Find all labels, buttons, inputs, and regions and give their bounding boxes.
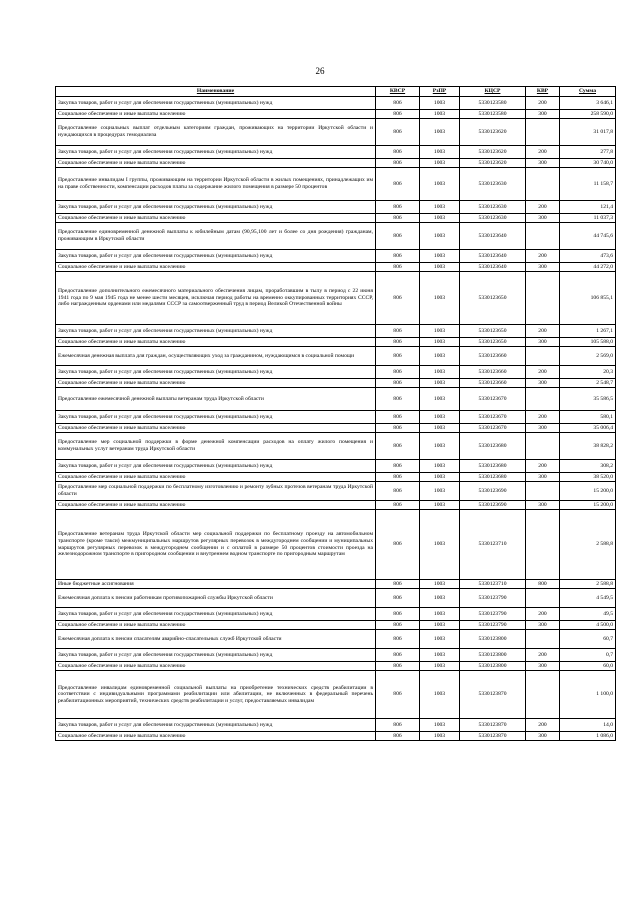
table-row (56, 621, 616, 630)
table-row (56, 263, 616, 272)
cell-kvsr: 806 (376, 379, 420, 388)
cell-sum: 44 745,6 (560, 223, 616, 250)
cell-rzpr: 1003 (420, 263, 460, 272)
table-row (56, 719, 616, 732)
cell-kvsr: 806 (376, 201, 420, 214)
cell-sum: 60,0 (560, 662, 616, 671)
cell-sum: 0,7 (560, 649, 616, 662)
cell-name: Закупка товаров, работ и услуг для обеспечения государственных (муниципальных) нужд (56, 201, 376, 214)
cell-rzpr: 1003 (420, 325, 460, 338)
cell-sum: 105 588,0 (560, 338, 616, 347)
cell-sum: 4 500,0 (560, 621, 616, 630)
cell-rzpr: 1003 (420, 388, 460, 411)
header-name: Наименование (56, 87, 376, 97)
cell-rzpr: 1003 (420, 732, 460, 741)
table-row (56, 272, 616, 325)
cell-kcsr: 5330123690 (460, 501, 526, 510)
cell-kvsr: 806 (376, 473, 420, 482)
cell-rzpr: 1003 (420, 338, 460, 347)
cell-rzpr: 1003 (420, 608, 460, 621)
cell-kcsr: 5330123630 (460, 168, 526, 201)
cell-name: Закупка товаров, работ и услуг для обеспечения государственных (муниципальных) нужд (56, 325, 376, 338)
cell-name: Социальное обеспечение и иные выплаты населению (56, 263, 376, 272)
cell-rzpr: 1003 (420, 671, 460, 719)
cell-kvr: 300 (526, 159, 560, 168)
cell-kvsr: 806 (376, 501, 420, 510)
cell-kcsr: 5330123790 (460, 589, 526, 608)
cell-sum: 38 520,0 (560, 473, 616, 482)
cell-kvr: 200 (526, 649, 560, 662)
cell-kvr (526, 589, 560, 608)
cell-sum: 1 267,1 (560, 325, 616, 338)
cell-kvsr: 806 (376, 347, 420, 366)
cell-sum: 11 037,3 (560, 214, 616, 223)
cell-kvsr: 806 (376, 482, 420, 501)
cell-name: Иные бюджетные ассигнования (56, 580, 376, 589)
cell-kvr: 300 (526, 621, 560, 630)
cell-sum: 2 588,8 (560, 580, 616, 589)
cell-rzpr: 1003 (420, 589, 460, 608)
page-number: 26 (315, 66, 325, 76)
cell-kcsr: 5330123650 (460, 272, 526, 325)
cell-kcsr: 5330123650 (460, 338, 526, 347)
cell-name: Предоставление инвалидам I группы, проживающим на территории Иркутской области в жилых помещениях, принадлежащих им на праве собственности, компенсации расходов платы за содержание жилого помещения в размере 50 процентов (56, 168, 376, 201)
cell-kvr: 200 (526, 411, 560, 424)
table-row (56, 433, 616, 460)
cell-name: Предоставление мер социальной поддержки в форме денежной компенсации расходов на оплату жилого помещения и коммунальных услуг ветеранам труда Иркутской области (56, 433, 376, 460)
table-row (56, 325, 616, 338)
cell-rzpr: 1003 (420, 223, 460, 250)
cell-rzpr: 1003 (420, 119, 460, 146)
cell-sum: 2 548,7 (560, 379, 616, 388)
cell-kvr: 200 (526, 460, 560, 473)
header-kvr: КВР (526, 87, 560, 97)
cell-rzpr: 1003 (420, 580, 460, 589)
cell-sum: 2 588,8 (560, 510, 616, 580)
cell-sum: 277,8 (560, 146, 616, 159)
cell-kvr (526, 168, 560, 201)
cell-kcsr: 5330123690 (460, 482, 526, 501)
cell-kvsr: 806 (376, 214, 420, 223)
cell-rzpr: 1003 (420, 250, 460, 263)
table-row (56, 482, 616, 501)
cell-kcsr: 5330123670 (460, 388, 526, 411)
table-row (56, 589, 616, 608)
cell-kcsr: 5330123680 (460, 433, 526, 460)
cell-kvr: 300 (526, 263, 560, 272)
cell-kcsr: 5330123710 (460, 510, 526, 580)
cell-kvr: 200 (526, 366, 560, 379)
cell-kvsr: 806 (376, 719, 420, 732)
table-row (56, 608, 616, 621)
cell-kvr: 300 (526, 501, 560, 510)
cell-kvsr: 806 (376, 366, 420, 379)
cell-kvsr: 806 (376, 732, 420, 741)
cell-name: Предоставление ежемесячной денежной выплаты ветеранам труда Иркутской области (56, 388, 376, 411)
cell-rzpr: 1003 (420, 630, 460, 649)
cell-kcsr: 5330123710 (460, 580, 526, 589)
cell-kvsr: 806 (376, 589, 420, 608)
cell-kcsr: 5330123640 (460, 263, 526, 272)
cell-sum: 121,4 (560, 201, 616, 214)
cell-kvr: 200 (526, 719, 560, 732)
table-row (56, 250, 616, 263)
table-row (56, 338, 616, 347)
cell-name: Социальное обеспечение и иные выплаты населению (56, 379, 376, 388)
cell-name: Социальное обеспечение и иные выплаты населению (56, 338, 376, 347)
cell-name: Социальное обеспечение и иные выплаты населению (56, 621, 376, 630)
table-row (56, 732, 616, 741)
cell-kvr: 300 (526, 214, 560, 223)
cell-sum: 30 740,0 (560, 159, 616, 168)
cell-name: Закупка товаров, работ и услуг для обеспечения государственных (муниципальных) нужд (56, 97, 376, 110)
cell-sum: 106 855,1 (560, 272, 616, 325)
cell-sum: 14,0 (560, 719, 616, 732)
cell-name: Закупка товаров, работ и услуг для обеспечения государственных (муниципальных) нужд (56, 460, 376, 473)
cell-name: Ежемесячная доплата к пенсии работникам противопожарной службы Иркутской области (56, 589, 376, 608)
cell-name: Предоставление инвалидам единовременной социальной выплаты на приобретение технических средств реабилитации в соответствии с индивидуальными программами реабилитации или абилитации, не включенных в федеральный перечень реабилитационных мероприятий, технических средств реабилитации и услуг, предоставляемых инвалидам (56, 671, 376, 719)
cell-rzpr: 1003 (420, 347, 460, 366)
cell-kcsr: 5330123680 (460, 460, 526, 473)
cell-name: Закупка товаров, работ и услуг для обеспечения государственных (муниципальных) нужд (56, 146, 376, 159)
cell-kvr: 200 (526, 608, 560, 621)
table-row (56, 201, 616, 214)
cell-kvsr: 806 (376, 411, 420, 424)
cell-kvsr: 806 (376, 630, 420, 649)
cell-sum: 15 200,0 (560, 501, 616, 510)
header-kcsr: КЦСР (460, 87, 526, 97)
cell-sum: 11 158,7 (560, 168, 616, 201)
cell-name: Предоставление единовременной денежной выплаты к юбилейным датам (90,95,100 лет и более со дня рождения) гражданам, проживающим в Иркутской области (56, 223, 376, 250)
cell-rzpr: 1003 (420, 424, 460, 433)
cell-rzpr: 1003 (420, 366, 460, 379)
cell-sum: 1 100,0 (560, 671, 616, 719)
cell-rzpr: 1003 (420, 110, 460, 119)
cell-kvsr: 806 (376, 263, 420, 272)
cell-kcsr: 5330123580 (460, 110, 526, 119)
cell-kvsr: 806 (376, 510, 420, 580)
cell-kvsr: 806 (376, 608, 420, 621)
cell-name: Предоставление социальных выплат отдельным категориям граждан, проживающих на территории Иркутской области и нуждающихся в процедурах гемодиализа (56, 119, 376, 146)
cell-kvsr: 806 (376, 110, 420, 119)
table-row (56, 510, 616, 580)
table-row (56, 671, 616, 719)
cell-rzpr: 1003 (420, 460, 460, 473)
cell-name: Закупка товаров, работ и услуг для обеспечения государственных (муниципальных) нужд (56, 366, 376, 379)
cell-rzpr: 1003 (420, 159, 460, 168)
cell-kcsr: 5330123790 (460, 608, 526, 621)
cell-sum: 580,1 (560, 411, 616, 424)
cell-rzpr: 1003 (420, 719, 460, 732)
cell-name: Социальное обеспечение и иные выплаты населению (56, 501, 376, 510)
cell-kvsr: 806 (376, 460, 420, 473)
cell-sum: 4 549,5 (560, 589, 616, 608)
table-row (56, 379, 616, 388)
table-header-row (56, 87, 616, 97)
cell-kvr (526, 630, 560, 649)
cell-sum: 38 828,2 (560, 433, 616, 460)
cell-sum: 49,5 (560, 608, 616, 621)
cell-sum: 20,3 (560, 366, 616, 379)
cell-kvsr: 806 (376, 272, 420, 325)
cell-kvr (526, 119, 560, 146)
table-row (56, 662, 616, 671)
cell-rzpr: 1003 (420, 272, 460, 325)
cell-sum: 44 272,0 (560, 263, 616, 272)
cell-kvr: 200 (526, 146, 560, 159)
table-row (56, 366, 616, 379)
table-row (56, 473, 616, 482)
cell-kvsr: 806 (376, 325, 420, 338)
table-row (56, 97, 616, 110)
cell-kvsr: 806 (376, 424, 420, 433)
table-row (56, 649, 616, 662)
cell-kcsr: 5330123670 (460, 411, 526, 424)
cell-kvr (526, 347, 560, 366)
cell-kvr: 200 (526, 250, 560, 263)
header-rzpr: РзПР (420, 87, 460, 97)
cell-kvr: 200 (526, 97, 560, 110)
cell-rzpr: 1003 (420, 433, 460, 460)
cell-name: Закупка товаров, работ и услуг для обеспечения государственных (муниципальных) нужд (56, 411, 376, 424)
cell-rzpr: 1003 (420, 473, 460, 482)
cell-rzpr: 1003 (420, 97, 460, 110)
cell-rzpr: 1003 (420, 482, 460, 501)
cell-kcsr: 5330123800 (460, 630, 526, 649)
table-row (56, 388, 616, 411)
cell-kvr: 300 (526, 473, 560, 482)
table-row (56, 146, 616, 159)
cell-name: Социальное обеспечение и иные выплаты населению (56, 159, 376, 168)
cell-name: Закупка товаров, работ и услуг для обеспечения государственных (муниципальных) нужд (56, 719, 376, 732)
cell-kvsr: 806 (376, 388, 420, 411)
cell-rzpr: 1003 (420, 621, 460, 630)
cell-kcsr: 5330123790 (460, 621, 526, 630)
cell-kvsr: 806 (376, 223, 420, 250)
cell-rzpr: 1003 (420, 649, 460, 662)
cell-kvsr: 806 (376, 168, 420, 201)
cell-kvr (526, 272, 560, 325)
table-row (56, 159, 616, 168)
cell-kvr: 300 (526, 732, 560, 741)
cell-kvsr: 806 (376, 119, 420, 146)
cell-kvr (526, 510, 560, 580)
cell-name: Социальное обеспечение и иные выплаты населению (56, 424, 376, 433)
cell-kcsr: 5330123800 (460, 649, 526, 662)
cell-kcsr: 5330123640 (460, 223, 526, 250)
cell-kvr: 300 (526, 338, 560, 347)
cell-kvr (526, 433, 560, 460)
table-row (56, 411, 616, 424)
cell-kvr (526, 671, 560, 719)
cell-rzpr: 1003 (420, 146, 460, 159)
header-kvsr: КВСР (376, 87, 420, 97)
cell-rzpr: 1003 (420, 379, 460, 388)
cell-kcsr: 5330123630 (460, 201, 526, 214)
cell-kcsr: 5330123650 (460, 325, 526, 338)
cell-kcsr: 5330123660 (460, 366, 526, 379)
table-row (56, 223, 616, 250)
cell-kcsr: 5330123620 (460, 119, 526, 146)
cell-kvr: 800 (526, 580, 560, 589)
table-row (56, 580, 616, 589)
cell-name: Социальное обеспечение и иные выплаты населению (56, 110, 376, 119)
cell-kcsr: 5330123580 (460, 97, 526, 110)
cell-kvsr: 806 (376, 671, 420, 719)
cell-kvr: 200 (526, 325, 560, 338)
cell-sum: 60,7 (560, 630, 616, 649)
cell-kvsr: 806 (376, 159, 420, 168)
cell-sum: 2 569,0 (560, 347, 616, 366)
cell-name: Ежемесячная доплата к пенсии спасателям аварийно-спасательных служб Иркутской области (56, 630, 376, 649)
cell-kvsr: 806 (376, 580, 420, 589)
cell-sum: 35 006,4 (560, 424, 616, 433)
cell-kvsr: 806 (376, 146, 420, 159)
cell-kvsr: 806 (376, 662, 420, 671)
table-row (56, 168, 616, 201)
table-row (56, 424, 616, 433)
cell-name: Социальное обеспечение и иные выплаты населению (56, 473, 376, 482)
cell-kcsr: 5330123870 (460, 719, 526, 732)
cell-kcsr: 5330123660 (460, 347, 526, 366)
cell-name: Закупка товаров, работ и услуг для обеспечения государственных (муниципальных) нужд (56, 250, 376, 263)
table-row (56, 214, 616, 223)
cell-kvsr: 806 (376, 97, 420, 110)
cell-rzpr: 1003 (420, 411, 460, 424)
cell-kvr (526, 223, 560, 250)
cell-name: Социальное обеспечение и иные выплаты населению (56, 732, 376, 741)
cell-name: Ежемесячная денежная выплата для граждан, осуществляющих уход за гражданином, нуждающимся в социальной помощи (56, 347, 376, 366)
cell-kcsr: 5330123670 (460, 424, 526, 433)
cell-rzpr: 1003 (420, 501, 460, 510)
table-row (56, 347, 616, 366)
cell-kvr: 300 (526, 379, 560, 388)
cell-kvsr: 806 (376, 621, 420, 630)
cell-rzpr: 1003 (420, 201, 460, 214)
cell-kvr: 300 (526, 110, 560, 119)
cell-kvsr: 806 (376, 649, 420, 662)
cell-kvr (526, 482, 560, 501)
cell-name: Закупка товаров, работ и услуг для обеспечения государственных (муниципальных) нужд (56, 608, 376, 621)
cell-sum: 473,6 (560, 250, 616, 263)
cell-sum: 15 200,0 (560, 482, 616, 501)
cell-kvr (526, 388, 560, 411)
table-row (56, 119, 616, 146)
cell-rzpr: 1003 (420, 168, 460, 201)
cell-kcsr: 5330123620 (460, 146, 526, 159)
cell-kcsr: 5330123870 (460, 732, 526, 741)
cell-sum: 31 017,8 (560, 119, 616, 146)
cell-kvsr: 806 (376, 338, 420, 347)
table-row (56, 460, 616, 473)
cell-kvr: 300 (526, 662, 560, 671)
cell-sum: 3 646,1 (560, 97, 616, 110)
budget-table (55, 86, 616, 741)
cell-rzpr: 1003 (420, 214, 460, 223)
cell-sum: 35 586,5 (560, 388, 616, 411)
cell-kcsr: 5330123640 (460, 250, 526, 263)
cell-kvr: 200 (526, 201, 560, 214)
cell-kcsr: 5330123680 (460, 473, 526, 482)
cell-kvsr: 806 (376, 433, 420, 460)
cell-name: Предоставление дополнительного ежемесячного материального обеспечения лицам, проработавшим в тылу в период с 22 июня 1941 года по 9 мая 1945 года не менее шести месяцев, исключая период работы на временно оккупированных территориях СССР, либо награжденным орденами или медалями СССР за самоотверженный труд в период Великой Отечественной войны (56, 272, 376, 325)
cell-kcsr: 5330123870 (460, 671, 526, 719)
cell-kvr: 300 (526, 424, 560, 433)
cell-rzpr: 1003 (420, 510, 460, 580)
cell-kcsr: 5330123630 (460, 214, 526, 223)
cell-kcsr: 5330123620 (460, 159, 526, 168)
cell-name: Социальное обеспечение и иные выплаты населению (56, 214, 376, 223)
cell-kcsr: 5330123800 (460, 662, 526, 671)
cell-sum: 258 590,0 (560, 110, 616, 119)
cell-name: Предоставление ветеранам труда Иркутской области мер социальной поддержки по бесплатному проезду на автомобильном транспорте (кроме такси) межмуниципальных маршрутов регулярных перевозок в междугороднем сообщении и муниципальных маршрутов регулярных перевозок в междугороднем сообщении и с оплатой в размере 50 процентов стоимости проезда на железнодорожном транспорте в пригородном сообщении и внутреннем водном транспорте по пригородным маршрутам (56, 510, 376, 580)
cell-kcsr: 5330123660 (460, 379, 526, 388)
cell-name: Предоставление мер социальной поддержки по бесплатному изготовлению и ремонту зубных протезов ветеранам труда Иркутской области (56, 482, 376, 501)
cell-rzpr: 1003 (420, 662, 460, 671)
cell-sum: 1 086,0 (560, 732, 616, 741)
cell-kvsr: 806 (376, 250, 420, 263)
table-row (56, 630, 616, 649)
cell-name: Закупка товаров, работ и услуг для обеспечения государственных (муниципальных) нужд (56, 649, 376, 662)
cell-sum: 308,2 (560, 460, 616, 473)
cell-name: Социальное обеспечение и иные выплаты населению (56, 662, 376, 671)
table-row (56, 501, 616, 510)
table-row (56, 110, 616, 119)
header-sum: Сумма (560, 87, 616, 97)
